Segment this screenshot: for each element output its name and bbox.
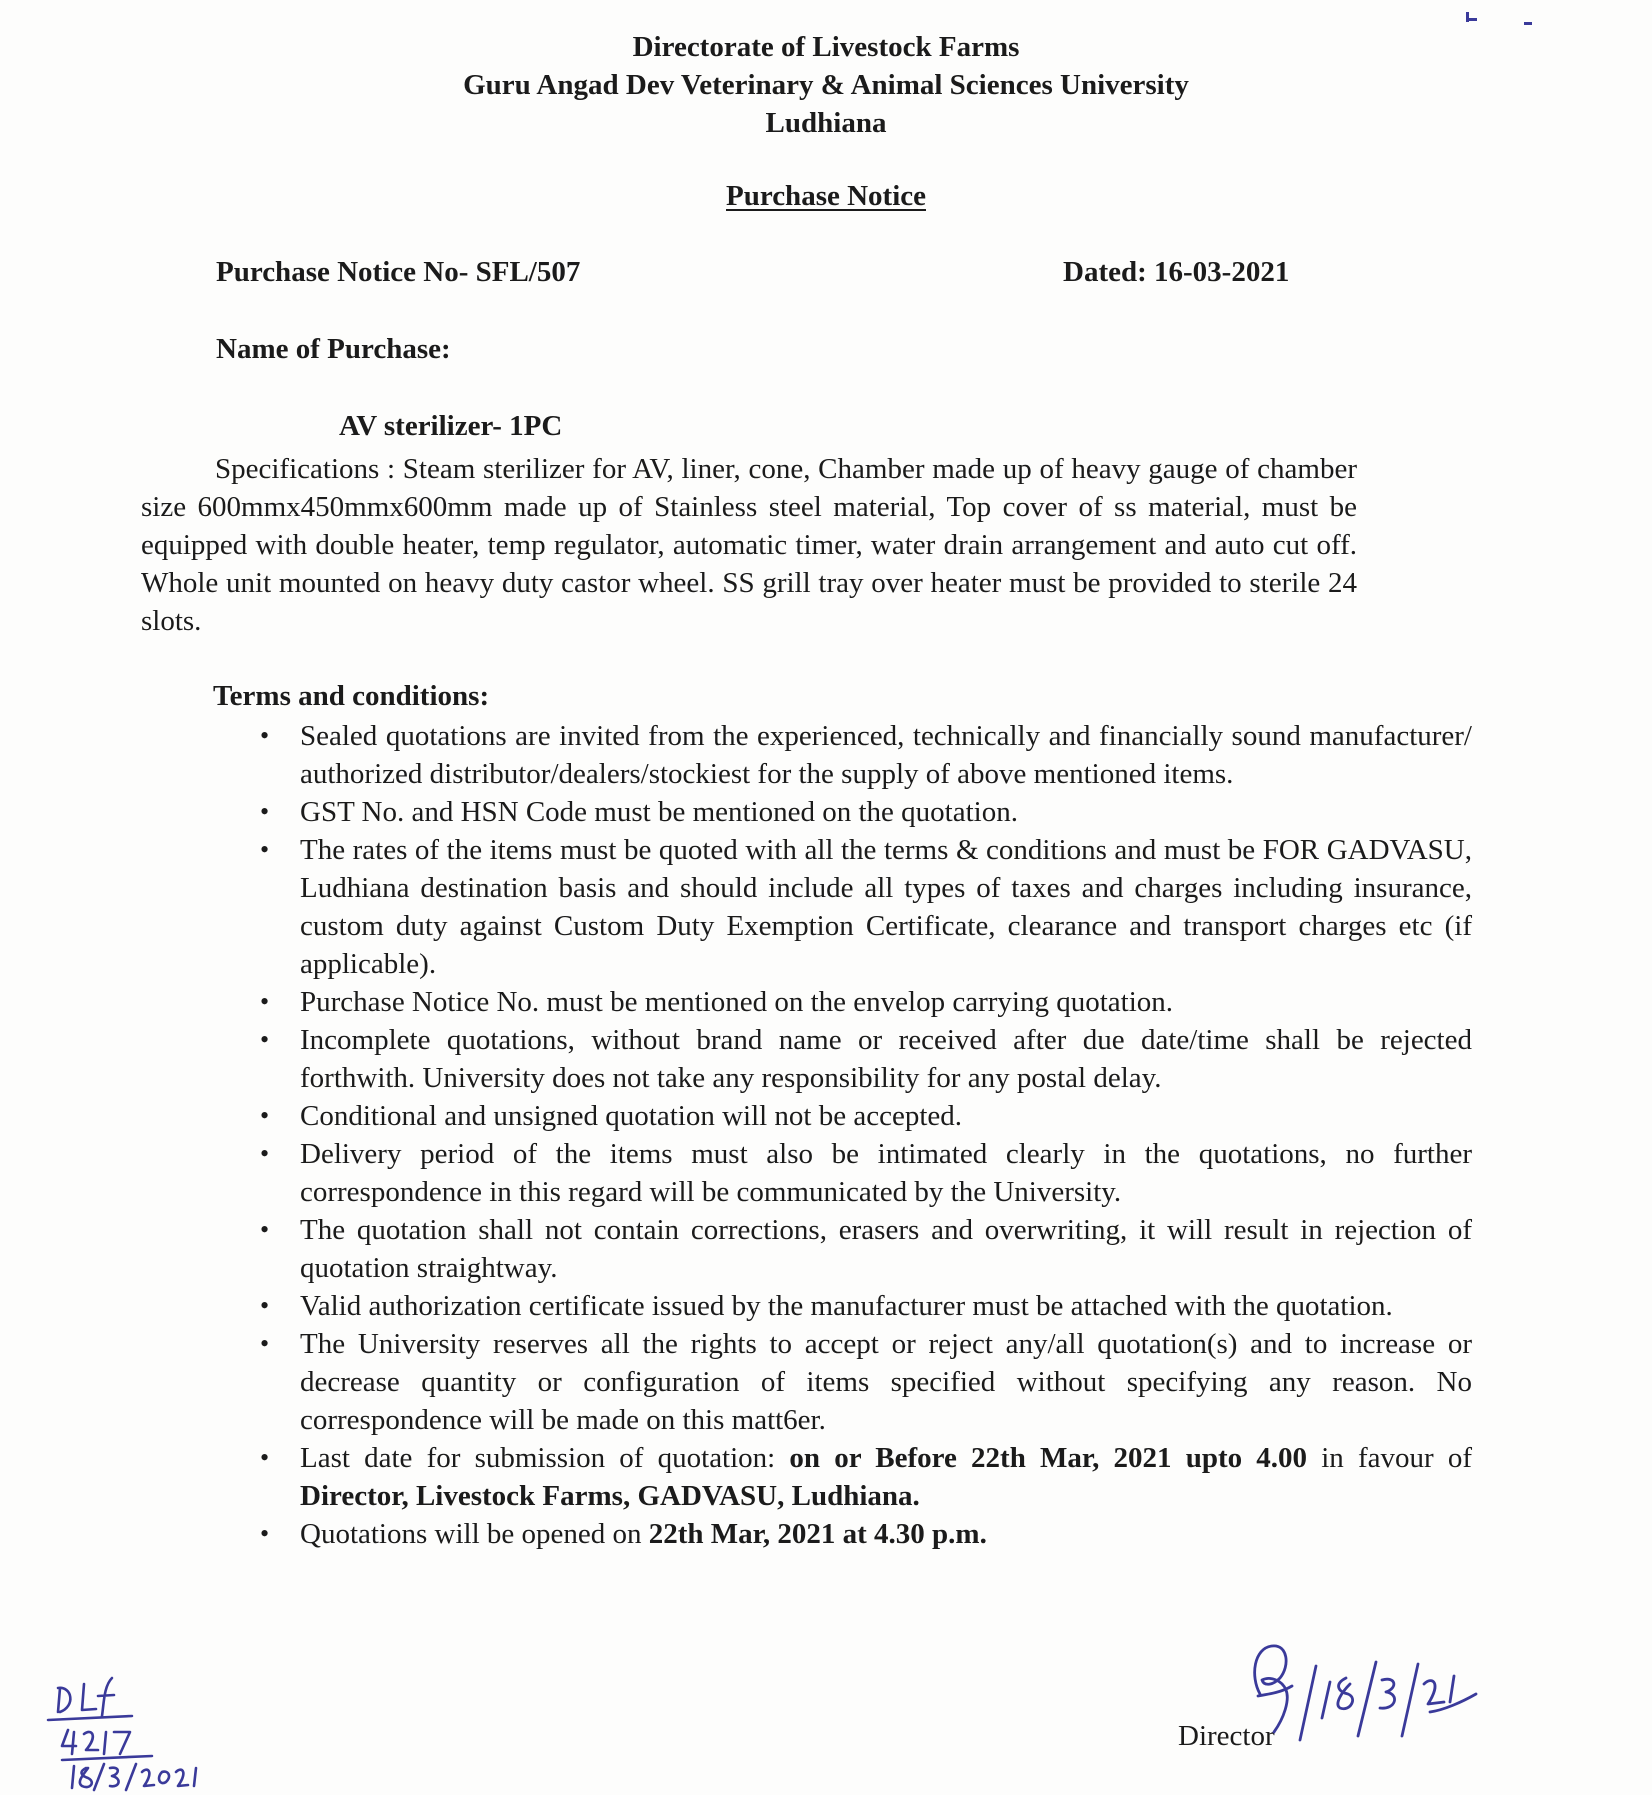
term-item: • The rates of the items must be quoted with all the terms & conditions and must be FOR GADVASU, Ludhiana destination basis and should include all types of taxes and charges including insurance, custom duty against Custom Duty Exemption Certificate, clearance and transport charges etc (if applicable). [300, 831, 1472, 983]
term-opening-date [300, 1515, 1472, 1553]
last-date-prefix: Last date for submission of quotation: [300, 1442, 790, 1474]
term-last-date [300, 1439, 1472, 1515]
opening-date-value: 22th Mar, 2021 at 4.30 p.m. [648, 1518, 987, 1550]
stray-mark [1524, 22, 1532, 25]
handwritten-receipt-note [40, 1668, 230, 1793]
term-item: • Delivery period of the items must also be intimated clearly in the quotations, no further correspondence in this regard will be communicated by the University. [300, 1135, 1472, 1211]
name-of-purchase-label: Name of Purchase: [216, 333, 451, 365]
term-item: • Valid authorization certificate issued by the manufacturer must be attached with the quotation. [300, 1287, 1472, 1325]
term-item: • Conditional and unsigned quotation will not be accepted. [300, 1097, 1472, 1135]
term-item: • Purchase Notice No. must be mentioned on the envelop carrying quotation. [300, 983, 1472, 1021]
terms-list [300, 717, 1472, 1553]
last-date-mid: in favour of [1307, 1442, 1472, 1474]
item-specifications: Specifications : Steam sterilizer for AV, liner, cone, Chamber made up of heavy gauge of chamber size 600mmx450mmx600mm made up of Stainless steel material, Top cover of ss material, must be equipped with double heater, temp regulator, automatic timer, water drain arrangement and auto cut off. Whole unit mounted on heavy duty castor wheel. SS grill tray over heater must be provided to sterile 24 slots. [141, 453, 1357, 637]
city-name: Ludhiana [765, 107, 887, 139]
notice-date: Dated: 16-03-2021 [1063, 256, 1290, 288]
directorate-name: Directorate of Livestock Farms [632, 31, 1020, 63]
term-item: • The University reserves all the rights to accept or reject any/all quotation(s) and to increase or decrease quantity or configuration of items specified without specifying any reason. No correspondence will be made on this matt6er. [300, 1325, 1472, 1439]
letterhead [0, 28, 1652, 142]
favour-of-value: Director, Livestock Farms, GADVASU, Ludhiana. [300, 1480, 920, 1512]
term-item: • GST No. and HSN Code must be mentioned on the quotation. [300, 793, 1472, 831]
purchase-item-name: AV sterilizer- 1PC [339, 410, 563, 442]
stray-mark [1468, 18, 1477, 21]
opening-prefix: Quotations will be opened on [300, 1518, 649, 1550]
document-title: Purchase Notice [726, 180, 926, 212]
last-date-value: on or Before 22th Mar, 2021 upto 4.00 [789, 1442, 1308, 1474]
term-item: • Incomplete quotations, without brand name or received after due date/time shall be rejected forthwith. University does not take any responsibility for any postal delay. [300, 1021, 1472, 1097]
purchase-notice-number: Purchase Notice No- SFL/507 [216, 256, 581, 288]
term-item: • Sealed quotations are invited from the experienced, technically and financially sound manufacturer/ authorized distributor/dealers/stockiest for the supply of above mentioned items. [300, 717, 1472, 793]
terms-heading: Terms and conditions: [213, 680, 490, 712]
signatory-title: Director [1178, 1720, 1275, 1752]
term-item: • The quotation shall not contain corrections, erasers and overwriting, it will result in rejection of quotation straightway. [300, 1211, 1472, 1287]
university-name: Guru Angad Dev Veterinary & Animal Sciences University [463, 69, 1189, 101]
director-signature [1230, 1636, 1480, 1751]
